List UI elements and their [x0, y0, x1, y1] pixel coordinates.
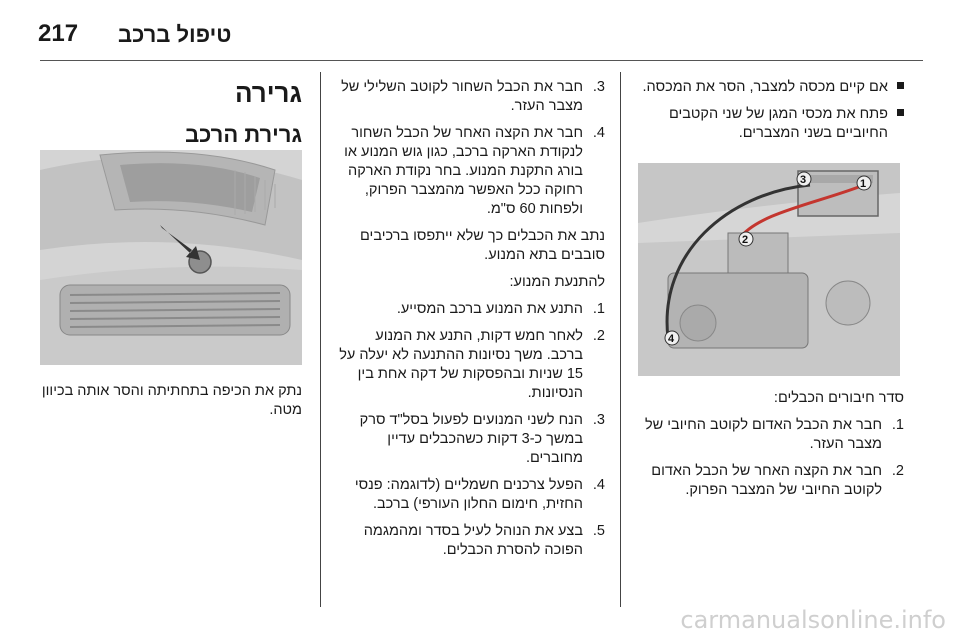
connection-step [636, 462, 904, 500]
step-text: לאחר חמש דקות, התנע את המנוע ברכב. משך נסיונות ההתנעה לא יעלה על 15 שניות ובהפסקות של דקה אחת בין הנסיונות. [339, 328, 583, 401]
left-column [636, 78, 904, 151]
jump-start-diagram [638, 163, 900, 376]
bullet-item [636, 105, 904, 143]
cover-caption: נתק את הכיפה בתחתיתה והסר אותה בכיוון מטה. [41, 383, 302, 418]
column-divider-left [320, 72, 321, 607]
step-text: התנע את המנוע ברכב המסייע. [396, 301, 583, 317]
step-text: חבר את הכבל השחור לקוטב השלילי של מצבר העזר. [341, 79, 583, 114]
step-text: חבר את הכבל האדום לקוטב החיובי של מצבר העזר. [644, 417, 882, 452]
step-text: בצע את הנוהל לעיל בסדר ומהמגמה הפוכה להסרת הכבלים. [363, 523, 583, 558]
step-number: 1. [592, 301, 605, 317]
step-number: 3. [592, 412, 605, 428]
flat-battery [728, 233, 788, 273]
start-heading: להתנעת המנוע: [509, 274, 605, 290]
bullet-square-icon [897, 109, 904, 116]
section-title: טיפול ברכב [118, 22, 232, 47]
towing-title: גרירה [234, 78, 302, 108]
watermark: carmanualsonline.info [680, 606, 946, 634]
header-rule [40, 60, 923, 61]
step-number: 4. [592, 125, 605, 141]
step-number: 5. [592, 523, 605, 539]
column-divider-right [620, 72, 621, 607]
start-step [335, 522, 605, 560]
step-item [335, 124, 605, 219]
step-number: 3. [592, 79, 605, 95]
bullet-square-icon [897, 82, 904, 89]
step-number: 4. [592, 477, 605, 493]
start-step [335, 476, 605, 514]
figure-label: 1 [860, 178, 867, 190]
figure-label: 2 [742, 234, 749, 246]
start-step [335, 300, 605, 319]
start-step [335, 327, 605, 403]
step-number: 2. [891, 463, 904, 479]
bullet-item [636, 78, 904, 97]
step-number: 2. [592, 328, 605, 344]
step-text: הנח לשני המנועים לפעול בסל"ד סרק במשך כ-3 דקות כשהכבלים עדיין מחוברים. [359, 412, 583, 466]
bumper-illustration [40, 150, 302, 365]
step-text: הפעל צרכנים חשמליים (לדוגמה: פנסי החזית, חימום החלון העורפי) ברכב. [354, 477, 583, 512]
page-header [0, 14, 960, 54]
bullet-text: פתח את מכסי המגן של שני הקטבים החיוביים בשני המצברים. [668, 106, 888, 141]
engine-bay-illustration [638, 163, 900, 376]
connection-step [636, 416, 904, 454]
start-step [335, 411, 605, 468]
figure-label: 3 [800, 174, 807, 186]
towing-eye-cover-image [40, 150, 302, 365]
step-text: חבר את הקצה האחר של הכבל האדום לקוטב החיובי של המצבר הפרוק. [651, 463, 882, 498]
towing-subtitle: גרירת הרכב [185, 122, 302, 147]
step-number: 1. [891, 417, 904, 433]
middle-column [335, 78, 605, 568]
bullet-text: אם קיים מכסה למצבר, הסר את המכסה. [642, 79, 888, 95]
step-text: חבר את הקצה האחר של הכבל השחור לנקודת הארקה ברכב, כגון גוש המנוע או בורג התקנת המנוע. בחר נקודת הארקה רחוקה ככל האפשר מהמצבר הפרוק, ולפחות 60 ס"מ. [344, 125, 583, 217]
cable-note: נתב את הכבלים כך שלא ייתפסו ברכיבים סובבים בתא המנוע. [360, 228, 605, 263]
right-caption-block [40, 382, 302, 428]
figure-label: 4 [668, 333, 675, 345]
step-item [335, 78, 605, 116]
page-number: 217 [38, 20, 79, 47]
left-bottom-block [636, 389, 904, 508]
connection-heading: סדר חיבורים הכבלים: [773, 390, 904, 406]
